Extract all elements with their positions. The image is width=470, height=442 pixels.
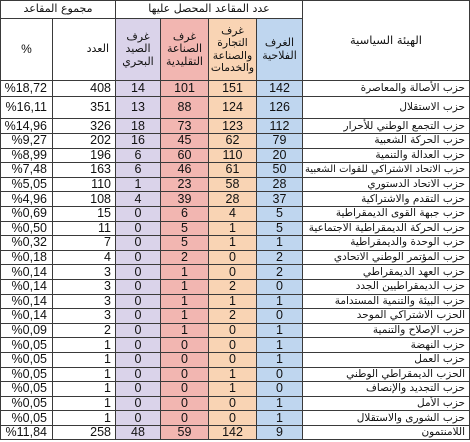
fishing-seats-cell: 0 — [115, 295, 160, 310]
craft-seats-cell: 0 — [160, 397, 208, 412]
fishing-seats-cell: 16 — [115, 134, 160, 149]
fishing-seats-cell: 0 — [115, 265, 160, 280]
header-percent: % — [0, 19, 52, 81]
total-seats-cell: 1 — [52, 397, 115, 412]
commerce-seats-cell: 0 — [208, 411, 256, 426]
fishing-seats-cell: 0 — [115, 324, 160, 339]
agri-seats-cell: 2 — [256, 251, 302, 266]
fishing-seats-cell: 0 — [115, 236, 160, 251]
total-seats-cell: 110 — [52, 178, 115, 193]
fishing-seats-cell: 13 — [115, 97, 160, 119]
total-seats-cell: 1 — [52, 368, 115, 383]
total-seats-cell: 1 — [52, 411, 115, 426]
agri-seats-cell: 0 — [256, 309, 302, 324]
agri-seats-cell: 1 — [256, 338, 302, 353]
header-agri-chambers: الغرف الفلاحية — [256, 19, 302, 81]
commerce-seats-cell: 123 — [208, 119, 256, 134]
craft-seats-cell: 5 — [160, 236, 208, 251]
agri-seats-cell: 28 — [256, 178, 302, 193]
party-name-cell: حزب الوحدة والديمقراطية — [302, 236, 469, 251]
seat-share-cell: %11,84 — [0, 426, 52, 441]
craft-seats-cell: 45 — [160, 134, 208, 149]
seat-share-cell: %0,14 — [0, 295, 52, 310]
commerce-seats-cell: 61 — [208, 163, 256, 178]
party-name-cell: حزب الاستقلال — [302, 97, 469, 119]
commerce-seats-cell: 142 — [208, 426, 256, 441]
total-seats-cell: 15 — [52, 207, 115, 222]
craft-seats-cell: 1 — [160, 324, 208, 339]
party-name-cell: الحزب الاشتراكي الموحد — [302, 309, 469, 324]
seat-share-cell: %0,14 — [0, 280, 52, 295]
commerce-seats-cell: 1 — [208, 368, 256, 383]
commerce-seats-cell: 1 — [208, 382, 256, 397]
seat-share-cell: %0,14 — [0, 265, 52, 280]
seat-share-cell: %5,05 — [0, 178, 52, 193]
craft-seats-cell: 0 — [160, 338, 208, 353]
seat-share-cell: %0,14 — [0, 309, 52, 324]
party-name-cell: اللامنتمون — [302, 426, 469, 441]
craft-seats-cell: 1 — [160, 280, 208, 295]
seat-share-cell: %0,05 — [0, 353, 52, 368]
party-name-cell: حزب التقدم والاشتراكية — [302, 192, 469, 207]
agri-seats-cell: 5 — [256, 222, 302, 237]
craft-seats-cell: 23 — [160, 178, 208, 193]
party-name-cell: حزب الإصلاح والتنمية — [302, 324, 469, 339]
total-seats-cell: 258 — [52, 426, 115, 441]
craft-seats-cell: 101 — [160, 81, 208, 97]
header-commerce-chambers: غرف التجارة والصناعة والخدمات — [208, 19, 256, 81]
header-craft-chambers: غرف الصناعة التقليدية — [160, 19, 208, 81]
party-name-cell: حزب الحركة الشعبية — [302, 134, 469, 149]
fishing-seats-cell: 0 — [115, 222, 160, 237]
craft-seats-cell: 0 — [160, 411, 208, 426]
total-seats-cell: 1 — [52, 338, 115, 353]
commerce-seats-cell: 2 — [208, 280, 256, 295]
commerce-seats-cell: 0 — [208, 251, 256, 266]
total-seats-cell: 7 — [52, 236, 115, 251]
agri-seats-cell: 142 — [256, 81, 302, 97]
fishing-seats-cell: 0 — [115, 353, 160, 368]
total-seats-cell: 202 — [52, 134, 115, 149]
commerce-seats-cell: 0 — [208, 397, 256, 412]
agri-seats-cell: 50 — [256, 163, 302, 178]
agri-seats-cell: 5 — [256, 207, 302, 222]
party-name-cell: حزب الأمل — [302, 397, 469, 412]
craft-seats-cell: 0 — [160, 353, 208, 368]
craft-seats-cell: 0 — [160, 368, 208, 383]
commerce-seats-cell: 1 — [208, 222, 256, 237]
commerce-seats-cell: 62 — [208, 134, 256, 149]
party-name-cell: حزب التجديد والإنصاف — [302, 382, 469, 397]
total-seats-cell: 326 — [52, 119, 115, 134]
fishing-seats-cell: 0 — [115, 338, 160, 353]
party-name-cell: حزب المؤتمر الوطني الاتحادي — [302, 251, 469, 266]
fishing-seats-cell: 0 — [115, 309, 160, 324]
fishing-seats-cell: 0 — [115, 207, 160, 222]
party-name-cell: حزب التجمع الوطني للأحرار — [302, 119, 469, 134]
total-seats-cell: 408 — [52, 81, 115, 97]
commerce-seats-cell: 0 — [208, 353, 256, 368]
commerce-seats-cell: 0 — [208, 338, 256, 353]
total-seats-cell: 1 — [52, 353, 115, 368]
total-seats-cell: 3 — [52, 265, 115, 280]
craft-seats-cell: 1 — [160, 309, 208, 324]
seat-share-cell: %0,05 — [0, 338, 52, 353]
seat-share-cell: %0,05 — [0, 411, 52, 426]
total-seats-cell: 108 — [52, 192, 115, 207]
craft-seats-cell: 1 — [160, 265, 208, 280]
total-seats-cell: 4 — [52, 251, 115, 266]
total-seats-cell: 3 — [52, 309, 115, 324]
seat-share-cell: %0,05 — [0, 382, 52, 397]
seat-share-cell: %4,96 — [0, 192, 52, 207]
total-seats-cell: 11 — [52, 222, 115, 237]
party-name-cell: حزب الشورى والاستقلال — [302, 411, 469, 426]
seat-share-cell: %0,18 — [0, 251, 52, 266]
seat-share-cell: %0,05 — [0, 397, 52, 412]
commerce-seats-cell: 0 — [208, 265, 256, 280]
craft-seats-cell: 88 — [160, 97, 208, 119]
craft-seats-cell: 0 — [160, 382, 208, 397]
seat-share-cell: %9,27 — [0, 134, 52, 149]
craft-seats-cell: 1 — [160, 295, 208, 310]
total-seats-cell: 3 — [52, 295, 115, 310]
header-party: الهيئة السياسية — [302, 1, 469, 81]
agri-seats-cell: 2 — [256, 265, 302, 280]
commerce-seats-cell: 0 — [208, 324, 256, 339]
party-name-cell: الحزب الديمقراطي الوطني — [302, 368, 469, 383]
party-name-cell: حزب الأصالة والمعاصرة — [302, 81, 469, 97]
commerce-seats-cell: 110 — [208, 149, 256, 164]
commerce-seats-cell: 28 — [208, 192, 256, 207]
fishing-seats-cell: 0 — [115, 411, 160, 426]
agri-seats-cell: 1 — [256, 397, 302, 412]
craft-seats-cell: 6 — [160, 207, 208, 222]
agri-seats-cell: 1 — [256, 295, 302, 310]
fishing-seats-cell: 48 — [115, 426, 160, 441]
fishing-seats-cell: 0 — [115, 251, 160, 266]
party-name-cell: حزب الاتحاد الاشتراكي للقوات الشعبية — [302, 163, 469, 178]
craft-seats-cell: 39 — [160, 192, 208, 207]
party-name-cell: حزب النهضة — [302, 338, 469, 353]
party-name-cell: حزب الاتحاد الدستوري — [302, 178, 469, 193]
commerce-seats-cell: 124 — [208, 97, 256, 119]
craft-seats-cell: 73 — [160, 119, 208, 134]
seat-share-cell: %7,48 — [0, 163, 52, 178]
agri-seats-cell: 0 — [256, 280, 302, 295]
seat-share-cell: %8,99 — [0, 149, 52, 164]
party-name-cell: حزب العهد الديمقراطي — [302, 265, 469, 280]
agri-seats-cell: 126 — [256, 97, 302, 119]
agri-seats-cell: 0 — [256, 382, 302, 397]
seat-share-cell: %0,32 — [0, 236, 52, 251]
craft-seats-cell: 60 — [160, 149, 208, 164]
party-name-cell: حزب جبهة القوى الديمقراطية — [302, 207, 469, 222]
seat-share-cell: %0,50 — [0, 222, 52, 237]
fishing-seats-cell: 0 — [115, 280, 160, 295]
fishing-seats-cell: 0 — [115, 368, 160, 383]
agri-seats-cell: 0 — [256, 368, 302, 383]
agri-seats-cell: 37 — [256, 192, 302, 207]
commerce-seats-cell: 4 — [208, 207, 256, 222]
total-seats-cell: 351 — [52, 97, 115, 119]
seat-share-cell: %0,05 — [0, 368, 52, 383]
fishing-seats-cell: 18 — [115, 119, 160, 134]
agri-seats-cell: 9 — [256, 426, 302, 441]
seat-share-cell: %16,11 — [0, 97, 52, 119]
header-count: العدد — [52, 19, 115, 81]
fishing-seats-cell: 1 — [115, 178, 160, 193]
seat-share-cell: %0,09 — [0, 324, 52, 339]
party-name-cell: حزب البيئة والتنمية المستدامة — [302, 295, 469, 310]
craft-seats-cell: 46 — [160, 163, 208, 178]
fishing-seats-cell: 6 — [115, 149, 160, 164]
agri-seats-cell: 1 — [256, 353, 302, 368]
fishing-seats-cell: 0 — [115, 382, 160, 397]
agri-seats-cell: 1 — [256, 411, 302, 426]
header-fishing-chambers: غرف الصيد البحري — [115, 19, 160, 81]
party-name-cell: حزب العمل — [302, 353, 469, 368]
party-name-cell: حزب الحركة الديمقراطية الاجتماعية — [302, 222, 469, 237]
fishing-seats-cell: 14 — [115, 81, 160, 97]
fishing-seats-cell: 6 — [115, 163, 160, 178]
commerce-seats-cell: 2 — [208, 309, 256, 324]
total-seats-cell: 196 — [52, 149, 115, 164]
commerce-seats-cell: 1 — [208, 295, 256, 310]
total-seats-cell: 1 — [52, 382, 115, 397]
commerce-seats-cell: 1 — [208, 236, 256, 251]
craft-seats-cell: 5 — [160, 222, 208, 237]
fishing-seats-cell: 0 — [115, 397, 160, 412]
seat-share-cell: %0,69 — [0, 207, 52, 222]
total-seats-cell: 3 — [52, 280, 115, 295]
commerce-seats-cell: 151 — [208, 81, 256, 97]
total-seats-cell: 2 — [52, 324, 115, 339]
agri-seats-cell: 20 — [256, 149, 302, 164]
commerce-seats-cell: 58 — [208, 178, 256, 193]
craft-seats-cell: 2 — [160, 251, 208, 266]
header-seats-group: عدد المقاعد المحصل عليها — [115, 1, 302, 19]
agri-seats-cell: 1 — [256, 324, 302, 339]
agri-seats-cell: 79 — [256, 134, 302, 149]
seat-share-cell: %14,96 — [0, 119, 52, 134]
total-seats-cell: 163 — [52, 163, 115, 178]
fishing-seats-cell: 4 — [115, 192, 160, 207]
craft-seats-cell: 59 — [160, 426, 208, 441]
party-name-cell: حزب الديمقراطيين الجدد — [302, 280, 469, 295]
party-name-cell: حزب العدالة والتنمية — [302, 149, 469, 164]
seat-share-cell: %18,72 — [0, 81, 52, 97]
header-totals-group: مجموع المقاعد — [0, 1, 115, 19]
agri-seats-cell: 1 — [256, 236, 302, 251]
agri-seats-cell: 112 — [256, 119, 302, 134]
